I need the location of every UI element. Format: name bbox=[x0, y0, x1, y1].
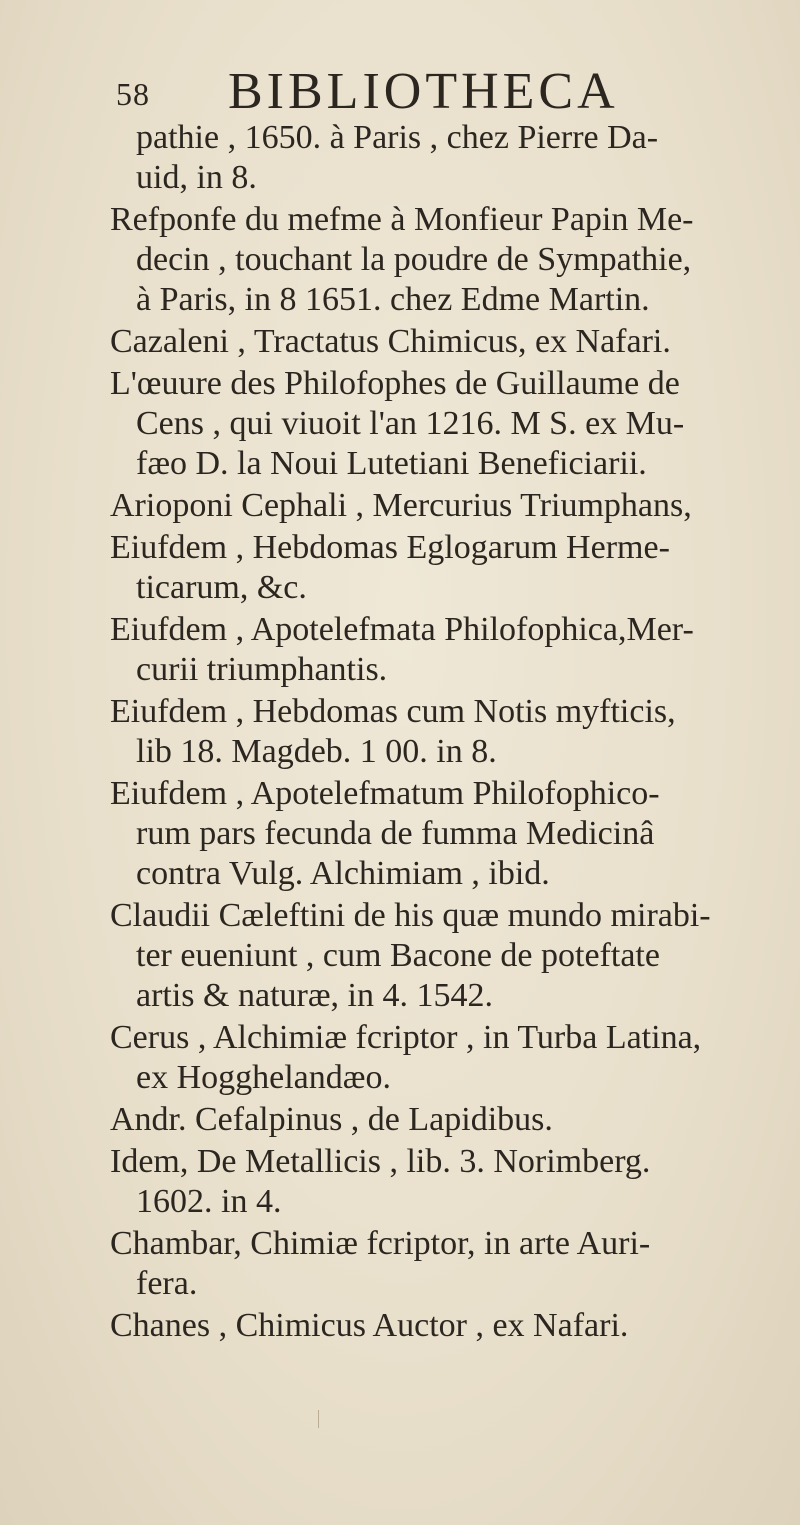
entry-line: rum pars fecunda de fumma Medicinâ bbox=[136, 815, 655, 852]
entry-line: lib 18. Magdeb. 1 00. in 8. bbox=[136, 733, 497, 770]
entry-line: decin , touchant la poudre de Sympathie, bbox=[136, 241, 692, 278]
entry-line: fera. bbox=[136, 1265, 198, 1302]
entry-line: à Paris, in 8 1651. chez Edme Martin. bbox=[136, 281, 650, 318]
entry-line: Eiufdem , Apotelefmatum Philofophico- bbox=[110, 775, 660, 812]
running-head: BIBLIOTHECA bbox=[228, 63, 619, 120]
entry-line: Arioponi Cephali , Mercurius Triumphans, bbox=[110, 487, 692, 524]
entry-line: pathie , 1650. à Paris , chez Pierre Da- bbox=[136, 119, 659, 156]
entry-line: L'œuure des Philofophes de Guillaume de bbox=[110, 365, 680, 402]
entry-line: fæo D. la Noui Lutetiani Beneficiarii. bbox=[136, 445, 647, 482]
entry-line: Eiufdem , Hebdomas cum Notis myfticis, bbox=[110, 693, 676, 730]
entry-line: contra Vulg. Alchimiam , ibid. bbox=[136, 855, 550, 892]
entry-line: Idem, De Metallicis , lib. 3. Norimberg. bbox=[110, 1143, 651, 1180]
entry-line: Chambar, Chimiæ fcriptor, in arte Auri- bbox=[110, 1225, 651, 1262]
entry-line: ex Hogghelandæo. bbox=[136, 1059, 391, 1096]
entry-line: Eiufdem , Apotelefmata Philofophica,Mer- bbox=[110, 611, 694, 648]
entry-line: 1602. in 4. bbox=[136, 1183, 282, 1220]
entry-line: Cerus , Alchimiæ fcriptor , in Turba Latina, bbox=[110, 1019, 702, 1056]
entry-line: ter eueniunt , cum Bacone de poteftate bbox=[136, 937, 660, 974]
entry-line: Cazaleni , Tractatus Chimicus, ex Nafari. bbox=[110, 323, 671, 360]
entry-line: Andr. Cefalpinus , de Lapidibus. bbox=[110, 1101, 553, 1138]
entry-line: Eiufdem , Hebdomas Eglogarum Herme- bbox=[110, 529, 670, 566]
page-number: 58 bbox=[116, 76, 150, 112]
paper-mark bbox=[318, 1410, 323, 1428]
entry-line: ticarum, &c. bbox=[136, 569, 307, 606]
entry-line: Claudii Cæleftini de his quæ mundo mirabi- bbox=[110, 897, 711, 934]
page-header bbox=[0, 48, 800, 118]
entry-line: uid, in 8. bbox=[136, 159, 257, 196]
entry-line: Chanes , Chimicus Auctor , ex Nafari. bbox=[110, 1307, 629, 1344]
entry-line: artis & naturæ, in 4. 1542. bbox=[136, 977, 493, 1014]
entry-line: curii triumphantis. bbox=[136, 651, 388, 688]
entry-line: Refponfe du mefme à Monfieur Papin Me- bbox=[110, 201, 694, 238]
entry-line: Cens , qui viuoit l'an 1216. M S. ex Mu- bbox=[136, 405, 685, 442]
